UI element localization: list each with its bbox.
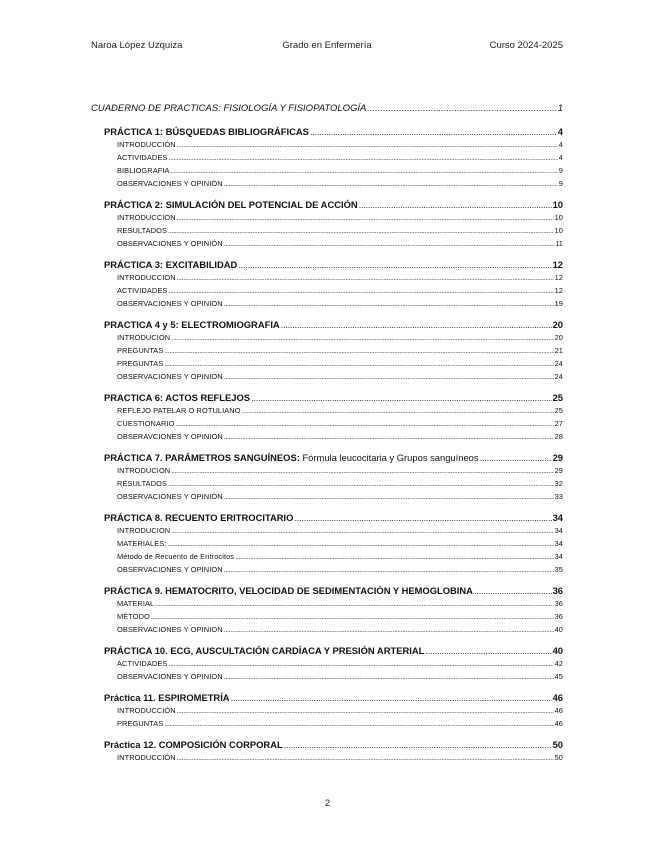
toc-section-title-text: PRÁCTICA 10. ECG, AUSCULTACIÓN CARDÍACA Y PRESIÓN ARTERIAL bbox=[104, 645, 425, 656]
toc-section-title bbox=[104, 452, 479, 463]
dot-leader bbox=[359, 199, 552, 210]
dot-leader bbox=[171, 333, 553, 342]
toc-subsection-page: 32 bbox=[554, 479, 563, 488]
toc-subsection-page: 12 bbox=[554, 273, 563, 282]
dot-leader bbox=[242, 406, 554, 415]
toc-subsection-title: MÉTODO bbox=[117, 612, 150, 621]
toc-section-title bbox=[104, 126, 309, 137]
toc-subsection-entry[interactable] bbox=[91, 286, 563, 299]
dot-leader bbox=[168, 479, 554, 488]
toc-subsection-title: ACTIVIDADES bbox=[117, 659, 168, 668]
dot-leader bbox=[224, 239, 554, 248]
toc-subsection-entry[interactable] bbox=[91, 719, 563, 732]
toc-subsection-entry[interactable] bbox=[91, 226, 563, 239]
toc-subsection-title: PREGUNTAS bbox=[117, 359, 164, 368]
toc-subsection-title: RESULTADOS bbox=[117, 226, 168, 235]
toc-subsection-title: INTRODUCION bbox=[117, 333, 171, 342]
toc-subsection-entry[interactable] bbox=[91, 432, 563, 445]
toc-section-page: 46 bbox=[552, 692, 563, 703]
dot-leader bbox=[224, 625, 554, 634]
toc-section-entry[interactable] bbox=[91, 126, 563, 140]
dot-leader bbox=[224, 565, 554, 574]
dot-leader bbox=[480, 452, 552, 463]
toc-subsection-page: 40 bbox=[554, 625, 563, 634]
toc-subsection-page: 36 bbox=[554, 599, 563, 608]
toc-section-title bbox=[104, 392, 250, 403]
toc-section-title bbox=[104, 739, 283, 750]
page-header bbox=[91, 40, 563, 54]
toc-subsection-entry[interactable] bbox=[91, 273, 563, 286]
toc-subsection-entry[interactable] bbox=[91, 706, 563, 719]
dot-leader bbox=[284, 739, 552, 750]
toc-subsection-title: Método de Recuento de Eritrocitos bbox=[117, 552, 235, 561]
toc-section-page: 4 bbox=[557, 126, 563, 137]
toc-section-title-text: PRÁCTICA 8. RECUENTO ERITROCITARIO bbox=[104, 512, 294, 523]
dot-leader bbox=[171, 466, 553, 475]
toc-subsection-title: OBSERVACIONES Y OPINION bbox=[117, 565, 223, 574]
toc-main-page: 1 bbox=[557, 103, 563, 114]
toc-subsection-title: CUESTIONARIO bbox=[117, 419, 175, 428]
toc-subsection-page: 19 bbox=[554, 299, 563, 308]
toc-section-entry[interactable] bbox=[91, 692, 563, 706]
toc-subsection-entry[interactable] bbox=[91, 140, 563, 153]
toc-section-page: 20 bbox=[552, 319, 563, 330]
toc-section-title-text: Práctica 12. COMPOSICIÓN CORPORAL bbox=[104, 739, 283, 750]
toc-subsection-title: OBSERVACIONES Y OPINIÓN bbox=[117, 179, 223, 188]
toc-subsection-page: 34 bbox=[554, 552, 563, 561]
toc-subsection-entry[interactable] bbox=[91, 333, 563, 346]
dot-leader bbox=[177, 140, 558, 149]
toc-subsection-title: OBSERVACIONES Y OPINION bbox=[117, 372, 223, 381]
dot-leader bbox=[168, 659, 553, 668]
toc-subsection-entry[interactable] bbox=[91, 753, 563, 766]
toc-section-title bbox=[104, 692, 230, 703]
dot-leader bbox=[224, 179, 558, 188]
dot-leader bbox=[281, 319, 552, 330]
toc-section-entry[interactable] bbox=[91, 259, 563, 273]
toc-subsection-page: 11 bbox=[555, 239, 563, 248]
toc-section-entry[interactable] bbox=[91, 199, 563, 213]
header-author: Naroa López Uzquiza bbox=[91, 40, 183, 51]
toc-subsection-title: INTRODUCCION bbox=[117, 213, 176, 222]
toc-section-page: 25 bbox=[552, 392, 563, 403]
toc-subsection-title: ACTIVIDADES bbox=[117, 153, 168, 162]
toc-section-title-text: PRÁCTICA 7. PARÁMETROS SANGUÍNEOS: bbox=[104, 452, 300, 463]
toc-subsection-entry[interactable] bbox=[91, 239, 563, 252]
header-degree: Grado en Enfermería bbox=[282, 40, 372, 51]
toc-subsection-entry[interactable] bbox=[91, 372, 563, 385]
toc-subsection-entry[interactable] bbox=[91, 166, 563, 179]
dot-leader bbox=[177, 753, 554, 762]
toc-subsection-title: OBSERVACIONES Y OPINIÓN bbox=[117, 492, 223, 501]
toc-subsection-page: 46 bbox=[554, 719, 563, 728]
toc-section-entry[interactable] bbox=[91, 392, 563, 406]
toc-subsection-title: OBSERVACIONES Y OPINION bbox=[117, 625, 223, 634]
toc-subsection-entry[interactable] bbox=[91, 299, 563, 312]
toc-main-entry[interactable] bbox=[91, 103, 563, 117]
dot-leader bbox=[167, 539, 553, 548]
table-of-contents bbox=[91, 103, 563, 766]
dot-leader bbox=[168, 286, 553, 295]
dot-leader bbox=[294, 512, 551, 523]
toc-section-title bbox=[104, 199, 358, 210]
toc-section-title bbox=[104, 259, 237, 270]
dot-leader bbox=[164, 719, 553, 728]
dot-leader bbox=[224, 672, 554, 681]
toc-subsection-entry[interactable] bbox=[91, 359, 563, 372]
toc-section-title-text: Práctica 11. ESPIROMETRÍA bbox=[104, 692, 230, 703]
toc-subsection-entry[interactable] bbox=[91, 419, 563, 432]
dot-leader bbox=[171, 166, 558, 175]
toc-section-subtitle: Fórmula leucocitaria y Grupos sanguíneos bbox=[302, 452, 479, 463]
toc-subsection-entry[interactable] bbox=[91, 213, 563, 226]
toc-section-title-text: PRÁCTICA 9. HEMATOCRITO, VELOCIDAD DE SEDIMENTACIÓN Y HEMOGLOBINA bbox=[104, 585, 473, 596]
dot-leader bbox=[224, 299, 554, 308]
toc-subsection-entry[interactable] bbox=[91, 492, 563, 505]
toc-subsection-title: OBSERVACIONES Y OPINIÓN bbox=[117, 239, 223, 248]
toc-subsection-title: MATERIALES: bbox=[117, 539, 167, 548]
toc-subsection-entry[interactable] bbox=[91, 552, 563, 565]
toc-subsection-entry[interactable] bbox=[91, 659, 563, 672]
dot-leader bbox=[177, 213, 554, 222]
toc-subsection-page: 34 bbox=[554, 526, 563, 535]
toc-subsection-title: ACTIVIDADES bbox=[117, 286, 168, 295]
toc-subsection-page: 27 bbox=[554, 419, 563, 428]
dot-leader bbox=[168, 153, 557, 162]
toc-subsection-page: 4 bbox=[558, 153, 563, 162]
toc-subsection-title: PREGUNTAS bbox=[117, 346, 164, 355]
toc-subsection-page: 29 bbox=[554, 466, 563, 475]
toc-subsection-page: 12 bbox=[554, 286, 563, 295]
toc-section-page: 40 bbox=[552, 645, 563, 656]
toc-section-title-text: PRACTICA 4 y 5: ELECTROMIOGRAFIA bbox=[104, 319, 280, 330]
toc-section-entry[interactable] bbox=[91, 585, 563, 599]
toc-section-page: 34 bbox=[552, 512, 563, 523]
toc-subsection-title: OBSERAVCIONES Y OPINION bbox=[117, 432, 223, 441]
toc-section-entry[interactable] bbox=[91, 739, 563, 753]
toc-section-entry[interactable] bbox=[91, 319, 563, 333]
toc-subsection-title: INTRODUCCION bbox=[117, 273, 176, 282]
dot-leader bbox=[177, 706, 554, 715]
dot-leader bbox=[175, 419, 553, 428]
toc-subsection-title: RESULTADOS bbox=[117, 479, 168, 488]
toc-section-title bbox=[104, 512, 293, 523]
toc-subsection-title: INTRODUCCIÓN bbox=[117, 706, 176, 715]
toc-section-entry[interactable] bbox=[91, 452, 563, 466]
toc-section-title bbox=[104, 585, 473, 596]
toc-subsection-title: BIBLIOGRAFIA bbox=[117, 166, 170, 175]
toc-subsection-page: 36 bbox=[554, 612, 563, 621]
toc-subsection-entry[interactable] bbox=[91, 479, 563, 492]
toc-section-page: 12 bbox=[552, 259, 563, 270]
dot-leader bbox=[474, 585, 552, 596]
toc-section-entry[interactable] bbox=[91, 645, 563, 659]
toc-subsection-title: INTRODUCCIÓN bbox=[117, 753, 176, 762]
toc-subsection-title: REFLEJO PATELAR O ROTULIANO bbox=[117, 406, 241, 415]
dot-leader bbox=[251, 392, 552, 403]
page-number: 2 bbox=[324, 798, 331, 809]
toc-section-page: 10 bbox=[552, 199, 563, 210]
dot-leader bbox=[231, 692, 552, 703]
toc-subsection-entry[interactable] bbox=[91, 153, 563, 166]
toc-subsection-page: 10 bbox=[554, 226, 563, 235]
toc-subsection-page: 28 bbox=[554, 432, 563, 441]
toc-subsection-entry[interactable] bbox=[91, 526, 563, 539]
toc-section-title-text: PRACTICA 6: ACTOS REFLEJOS bbox=[104, 392, 251, 403]
toc-subsection-page: 46 bbox=[554, 706, 563, 715]
toc-subsection-entry[interactable] bbox=[91, 565, 563, 578]
toc-subsection-page: 21 bbox=[554, 346, 563, 355]
dot-leader bbox=[238, 259, 551, 270]
toc-subsection-entry[interactable] bbox=[91, 179, 563, 192]
toc-subsection-entry[interactable] bbox=[91, 672, 563, 685]
dot-leader bbox=[168, 226, 554, 235]
toc-subsection-page: 4 bbox=[558, 140, 563, 149]
toc-section-page: 50 bbox=[552, 739, 563, 750]
toc-section-title bbox=[104, 319, 280, 330]
toc-subsection-page: 25 bbox=[554, 406, 563, 415]
dot-leader bbox=[224, 372, 554, 381]
toc-section-title bbox=[104, 645, 424, 656]
dot-leader bbox=[224, 432, 554, 441]
toc-subsection-title: INTRODUCCIÓN bbox=[117, 140, 176, 149]
toc-subsection-entry[interactable] bbox=[91, 406, 563, 419]
toc-section-title-text: PRÁCTICA 1: BÚSQUEDAS BIBLIOGRÁFICAS bbox=[104, 126, 309, 137]
toc-subsection-title: PREGUNTAS bbox=[117, 719, 164, 728]
dot-leader bbox=[151, 612, 554, 621]
toc-subsection-entry[interactable] bbox=[91, 539, 563, 552]
toc-subsection-entry[interactable] bbox=[91, 346, 563, 359]
toc-subsection-page: 35 bbox=[554, 565, 563, 574]
toc-main-title: CUADERNO DE PRACTICAS: FISIOLOGÍA Y FISIOPATOLOGÍA bbox=[91, 103, 367, 114]
toc-section-entry[interactable] bbox=[91, 512, 563, 526]
toc-subsection-entry[interactable] bbox=[91, 466, 563, 479]
toc-subsection-page: 9 bbox=[558, 166, 563, 175]
toc-section-page: 36 bbox=[552, 585, 563, 596]
dot-leader bbox=[310, 126, 557, 137]
toc-section-title-text: PRÁCTICA 2: SIMULACIÓN DEL POTENCIAL DE ACCIÓN bbox=[104, 199, 358, 210]
toc-subsection-page: 34 bbox=[554, 539, 563, 548]
dot-leader bbox=[177, 273, 554, 282]
toc-subsection-page: 10 bbox=[554, 213, 563, 222]
dot-leader bbox=[224, 492, 554, 501]
dot-leader bbox=[164, 346, 553, 355]
dot-leader bbox=[155, 599, 553, 608]
toc-section-page: 29 bbox=[552, 452, 563, 463]
dot-leader bbox=[367, 103, 556, 114]
toc-subsection-entry[interactable] bbox=[91, 612, 563, 625]
toc-subsection-page: 24 bbox=[554, 372, 563, 381]
toc-subsection-page: 50 bbox=[554, 753, 563, 762]
toc-subsection-page: 42 bbox=[554, 659, 563, 668]
header-course: Curso 2024-2025 bbox=[489, 40, 563, 51]
toc-subsection-page: 45 bbox=[554, 672, 563, 681]
toc-subsection-title: OBSERVACIONES Y OPINION bbox=[117, 672, 223, 681]
toc-subsection-title: INTRODUCION bbox=[117, 526, 171, 535]
toc-subsection-page: 24 bbox=[554, 359, 563, 368]
toc-subsection-title: INTRODUCION bbox=[117, 466, 171, 475]
toc-subsection-page: 33 bbox=[554, 492, 563, 501]
toc-section-title-text: PRÁCTICA 3: EXCITABILIDAD bbox=[104, 259, 238, 270]
dot-leader bbox=[425, 645, 551, 656]
toc-subsection-entry[interactable] bbox=[91, 599, 563, 612]
toc-subsection-title: MATERIAL bbox=[117, 599, 155, 608]
toc-subsection-entry[interactable] bbox=[91, 625, 563, 638]
toc-subsection-title: OBSERVACIONES Y OPINION bbox=[117, 299, 223, 308]
dot-leader bbox=[164, 359, 553, 368]
toc-subsection-page: 9 bbox=[558, 179, 563, 188]
toc-subsection-page: 20 bbox=[554, 333, 563, 342]
dot-leader bbox=[171, 526, 553, 535]
dot-leader bbox=[235, 552, 553, 561]
